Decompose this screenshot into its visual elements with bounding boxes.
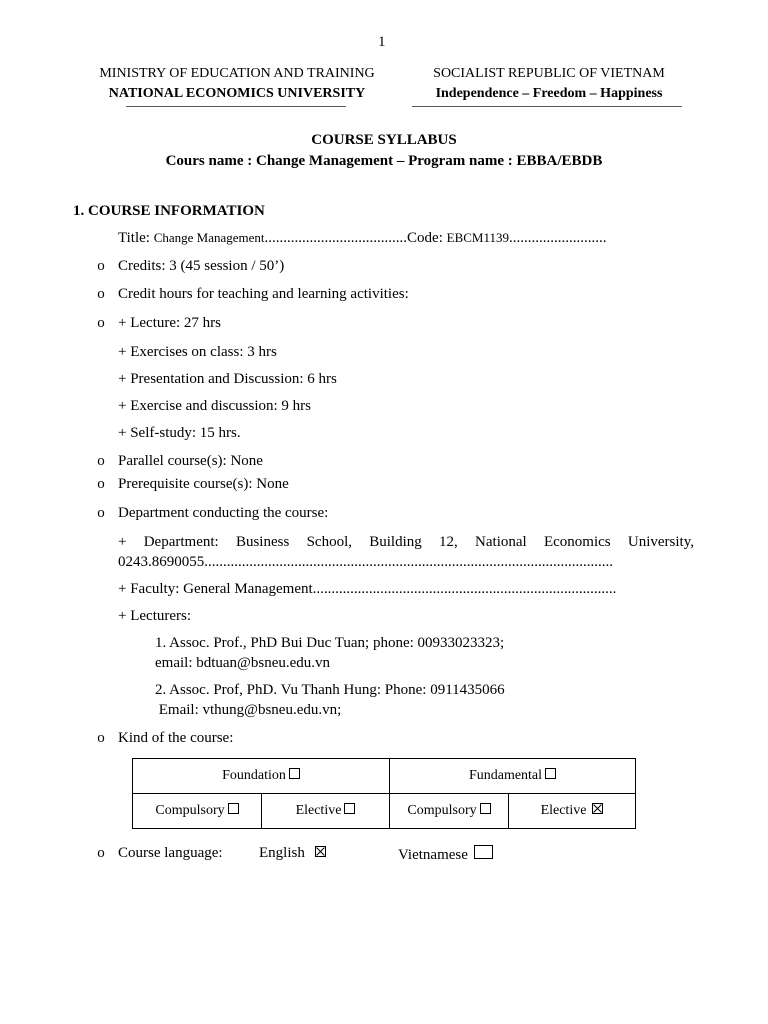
- compulsory1-checkbox[interactable]: [228, 803, 239, 814]
- language-vietnamese: [398, 845, 493, 864]
- title-value: Change Management: [153, 230, 265, 245]
- exercise-hours: + Exercises on class: 3 hrs: [118, 344, 277, 360]
- english-checkbox-checked[interactable]: [315, 846, 326, 857]
- compulsory1-cell: [133, 794, 262, 829]
- english-label: English: [259, 845, 305, 861]
- bullet: o: [97, 476, 105, 492]
- bullet: o: [97, 286, 105, 302]
- bullet: o: [97, 258, 105, 274]
- bullet: o: [97, 315, 105, 331]
- syllabus-subtitle: Cours name : Change Management – Program name : EBBA/EBDB: [165, 153, 603, 169]
- lecturer1-email: email: bdtuan@bsneu.edu.vn: [155, 655, 331, 671]
- course-kind-table: [132, 758, 636, 829]
- section-heading: 1. COURSE INFORMATION: [73, 203, 265, 219]
- compulsory2-cell: [390, 794, 509, 829]
- department-text: + Department: Business School, Building 12, National Economics University,: [118, 534, 694, 550]
- credits: Credits: 3 (45 session / 50’): [118, 258, 285, 274]
- header-left-rule: [126, 106, 346, 107]
- foundation-cell: [133, 759, 390, 794]
- header-right-rule: [412, 106, 682, 107]
- republic-name: SOCIALIST REPUBLIC OF VIETNAM: [433, 66, 665, 81]
- code-value: EBCM1139: [446, 230, 509, 245]
- title-code-line: [118, 230, 607, 247]
- lecturer2-line1: 2. Assoc. Prof, PhD. Vu Thanh Hung: Phone: 0911435066: [155, 682, 505, 698]
- department-heading: Department conducting the course:: [118, 505, 329, 521]
- code-dots: ..........................: [509, 230, 607, 246]
- code-label: Code:: [407, 230, 447, 246]
- parallel-courses: Parallel course(s): None: [118, 453, 263, 469]
- faculty: + Faculty: General Management.................................................................................: [118, 581, 617, 597]
- kind-label: Kind of the course:: [118, 730, 234, 746]
- ministry-name: MINISTRY OF EDUCATION AND TRAINING: [99, 66, 375, 81]
- exercise-discussion-hours: + Exercise and discussion: 9 hrs: [118, 398, 312, 414]
- lecturer2-email: Email: vthung@bsneu.edu.vn;: [155, 702, 342, 718]
- lecturers-label: + Lecturers:: [118, 608, 192, 624]
- language-label: Course language:: [118, 845, 223, 861]
- university-name: NATIONAL ECONOMICS UNIVERSITY: [108, 86, 366, 101]
- bullet: o: [97, 453, 105, 469]
- elective1-checkbox[interactable]: [344, 803, 355, 814]
- foundation-label: Foundation: [222, 768, 286, 783]
- bullet: o: [97, 730, 105, 746]
- fundamental-cell: [390, 759, 636, 794]
- presentation-hours: + Presentation and Discussion: 6 hrs: [118, 371, 337, 387]
- foundation-checkbox[interactable]: [289, 768, 300, 779]
- vietnamese-checkbox[interactable]: [474, 845, 493, 859]
- self-study-hours: + Self-study: 15 hrs.: [118, 425, 241, 441]
- title-label: Title:: [118, 230, 154, 246]
- motto: Independence – Freedom – Happiness: [435, 86, 663, 101]
- credit-hours: Credit hours for teaching and learning activities:: [118, 286, 409, 302]
- fundamental-checkbox[interactable]: [545, 768, 556, 779]
- elective2-checkbox-checked[interactable]: [592, 803, 603, 814]
- title-dots: ......................................: [264, 230, 408, 246]
- fundamental-label: Fundamental: [468, 768, 543, 783]
- compulsory1-label: Compulsory: [155, 803, 225, 818]
- elective2-cell: [509, 794, 636, 829]
- elective2-label: Elective: [540, 803, 587, 818]
- bullet: o: [97, 505, 105, 521]
- language-english: [259, 845, 326, 862]
- department-phone: 0243.8690055.............................................................................................................: [118, 554, 613, 570]
- vietnamese-label: Vietnamese: [398, 847, 468, 863]
- bullet: o: [97, 845, 105, 861]
- lecturer1-line1: 1. Assoc. Prof., PhD Bui Duc Tuan; phone: 00933023323;: [155, 635, 505, 651]
- syllabus-title: COURSE SYLLABUS: [311, 132, 457, 148]
- lecture-hours: + Lecture: 27 hrs: [118, 315, 222, 331]
- department-line1: [118, 534, 694, 551]
- elective1-label: Elective: [295, 803, 342, 818]
- prerequisite-courses: Prerequisite course(s): None: [118, 476, 289, 492]
- compulsory2-label: Compulsory: [407, 803, 477, 818]
- page-number: 1: [378, 34, 386, 50]
- elective1-cell: [262, 794, 390, 829]
- compulsory2-checkbox[interactable]: [480, 803, 491, 814]
